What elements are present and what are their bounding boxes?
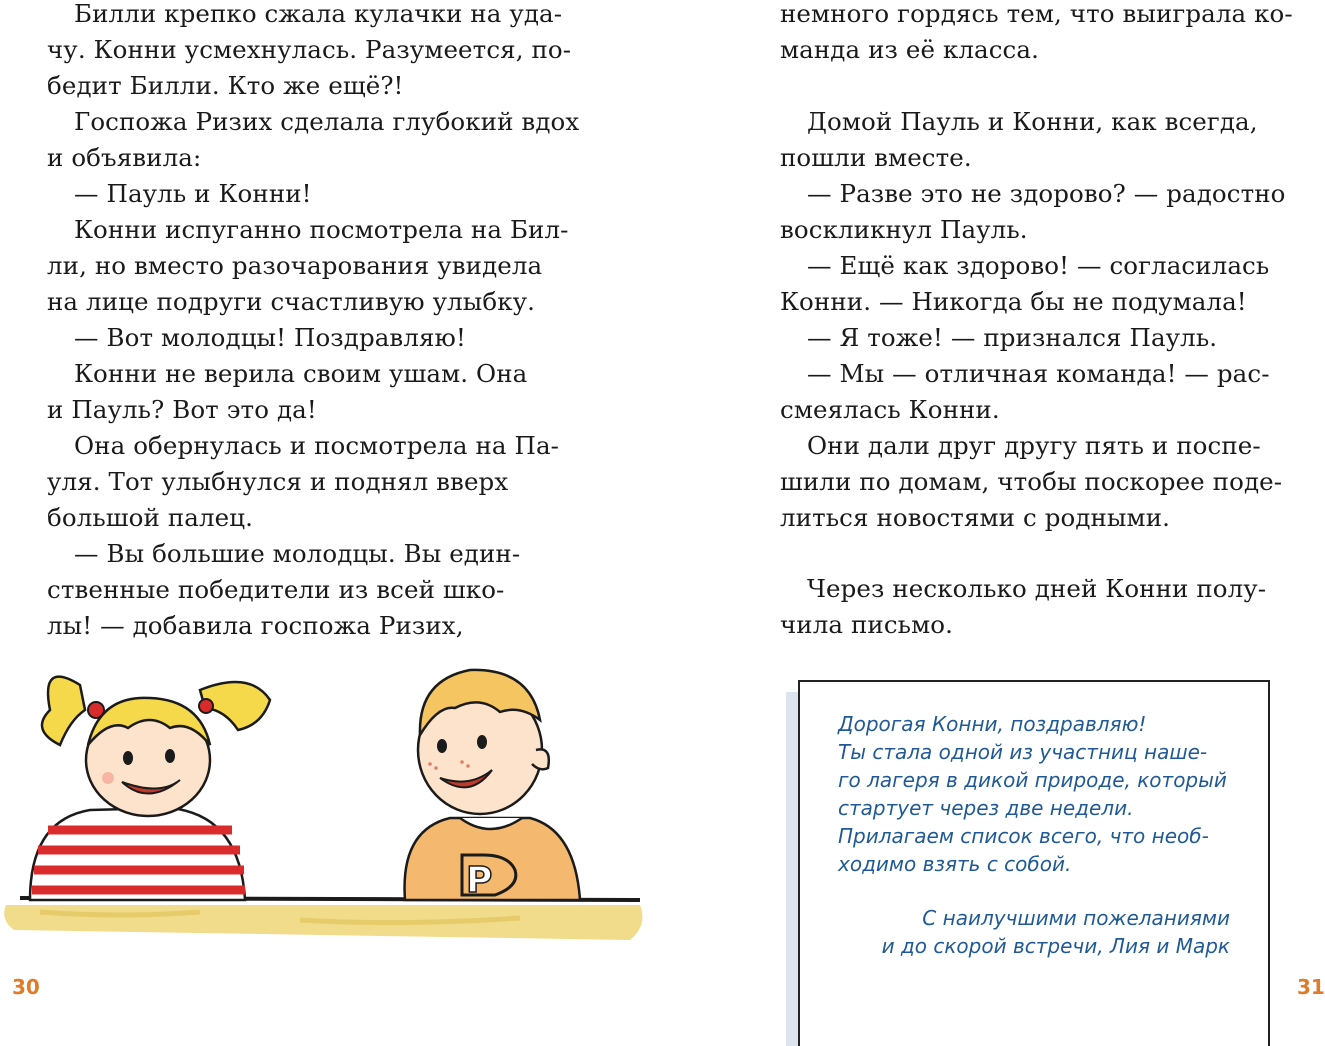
text-line: большой палец. <box>47 503 253 532</box>
letter-line: ходимо взять с собой. <box>838 852 1072 876</box>
letter-closing-line: и до скорой встречи, Лия и Марк <box>881 934 1230 958</box>
text-line: Конни не верила своим ушам. Она <box>74 359 528 388</box>
text-line: — Вот молодцы! Поздравляю! <box>74 323 466 352</box>
letter-line: Дорогая Конни, поздравляю! <box>838 712 1147 736</box>
text-line: на лице подруги счастливую улыбку. <box>47 287 536 316</box>
text-line: смеялась Конни. <box>780 395 1000 424</box>
text-line: Конни. — Никогда бы не подумала! <box>780 287 1247 316</box>
text-line: — Разве это не здорово? — радостно <box>807 179 1286 208</box>
text-line: уля. Тот улыбнулся и поднял вверх <box>47 467 509 496</box>
letter-line: стартует через две недели. <box>838 796 1134 820</box>
text-line: манда из её класса. <box>780 35 1039 64</box>
text-line: ственные победители из всей шко- <box>47 575 505 604</box>
letter-line: го лагеря в дикой природе, который <box>838 768 1227 792</box>
text-line: Конни испуганно посмотрела на Бил- <box>74 215 569 244</box>
letter-card <box>798 680 1270 1046</box>
text-line: чу. Конни усмехнулась. Разумеется, по- <box>47 35 572 64</box>
text-line: Она обернулась и посмотрела на Па- <box>74 431 560 460</box>
text-line: немного гордясь тем, что выиграла ко- <box>780 0 1293 28</box>
text-line: ли, но вместо разочарования увидела <box>47 251 543 280</box>
text-line: — Ещё как здорово! — согласилась <box>807 251 1270 280</box>
text-line: — Пауль и Конни! <box>74 179 312 208</box>
desk <box>4 898 642 940</box>
page-number-left: 30 <box>12 975 40 999</box>
text-line: чила письмо. <box>780 610 953 639</box>
girl-konni <box>30 677 270 900</box>
illustration-konni-and-paul <box>0 650 661 960</box>
text-line: и объявила: <box>47 143 202 172</box>
text-line: — Мы — отличная команда! — рас- <box>807 359 1270 388</box>
text-line: литься новостями с родными. <box>780 503 1171 532</box>
text-line: Они дали друг другу пять и поспе- <box>807 431 1261 460</box>
shirt-letter: P <box>466 860 493 901</box>
letter-closing-line: С наилучшими пожеланиями <box>922 906 1230 930</box>
text-line: бедит Билли. Кто же ещё?! <box>47 71 404 100</box>
text-line: Через несколько дней Конни полу- <box>807 574 1267 603</box>
text-line: Билли крепко сжала кулачки на уда- <box>74 0 563 28</box>
letter-line: Ты стала одной из участниц наше- <box>838 740 1208 764</box>
boy-paul <box>405 670 580 901</box>
text-line: Госпожа Ризих сделала глубокий вдох <box>74 107 580 136</box>
text-line: Домой Пауль и Конни, как всегда, <box>807 107 1258 136</box>
text-line: шили по домам, чтобы поскорее поде- <box>780 467 1283 496</box>
letter-line: Прилагаем список всего, что необ- <box>838 824 1209 848</box>
page-number-right: 31 <box>1297 975 1325 999</box>
text-line: — Вы большие молодцы. Вы един- <box>74 539 521 568</box>
text-line: и Пауль? Вот это да! <box>47 395 317 424</box>
text-line: пошли вместе. <box>780 143 972 172</box>
text-line: лы! — добавила госпожа Ризих, <box>47 611 464 640</box>
text-line: воскликнул Пауль. <box>780 215 1028 244</box>
text-line: — Я тоже! — признался Пауль. <box>807 323 1218 352</box>
